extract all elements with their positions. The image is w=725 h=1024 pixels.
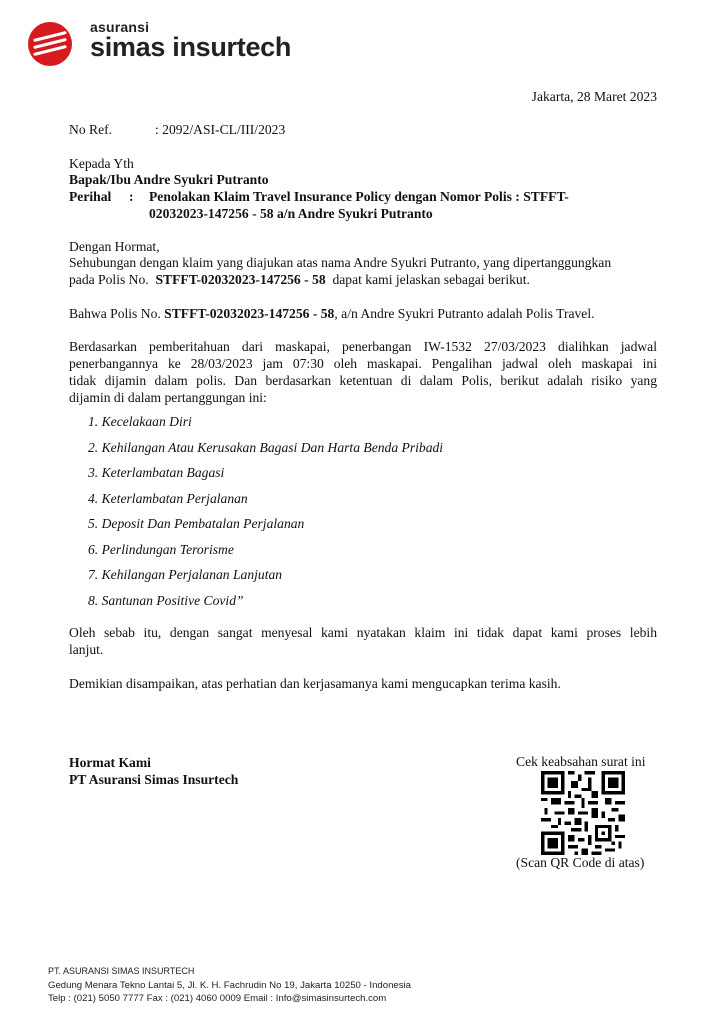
risk-item: 3. Keterlambatan Bagasi bbox=[88, 465, 225, 480]
risk-item: 5. Deposit Dan Pembatalan Perjalanan bbox=[88, 516, 305, 531]
footer-address: Gedung Menara Tekno Lantai 5, Jl. K. H. Fachrudin No 19, Jakarta 10250 - Indonesia bbox=[48, 980, 412, 991]
perihal-line-1: Penolakan Klaim Travel Insurance Policy dengan Nomor Polis : STFFT- bbox=[149, 189, 569, 204]
perihal-label: Perihal bbox=[69, 189, 112, 204]
paragraph-4-line-1: Oleh sebab itu, dengan sangat menyesal kami nyatakan klaim ini tidak dapat kami proses lebih bbox=[69, 625, 657, 640]
paragraph-3 bbox=[69, 338, 657, 406]
risk-item: 6. Perlindungan Terorisme bbox=[88, 542, 234, 557]
place-date: Jakarta, 28 Maret 2023 bbox=[531, 89, 657, 104]
risk-item: 4. Keterlambatan Perjalanan bbox=[88, 491, 248, 506]
perihal-colon: : bbox=[129, 189, 134, 204]
brand-name: simas insurtech bbox=[90, 32, 292, 62]
company-signature: PT Asuransi Simas Insurtech bbox=[69, 772, 239, 787]
risk-item: 2. Kehilangan Atau Kerusakan Bagasi Dan Harta Benda Pribadi bbox=[88, 440, 444, 455]
p1-pre: pada Polis No. bbox=[69, 272, 149, 287]
p1-post: dapat kami jelaskan sebagai berikut. bbox=[332, 272, 530, 287]
policy-number: STFFT-02032023-147256 - 58 bbox=[155, 272, 326, 287]
closing: Hormat Kami bbox=[69, 755, 151, 770]
brand-small-text: asuransi bbox=[90, 19, 150, 35]
qr-caption: (Scan QR Code di atas) bbox=[516, 855, 645, 870]
policy-number: STFFT-02032023-147256 - 58 bbox=[164, 306, 335, 321]
kepada-label: Kepada Yth bbox=[69, 156, 134, 171]
paragraph-3-line-4: dijamin di dalam pertanggungan ini: bbox=[69, 390, 267, 405]
perihal-line-2: 02032023-147256 - 58 a/n Andre Syukri Putranto bbox=[149, 206, 433, 221]
paragraph-3-line-1: Berdasarkan pemberitahuan dari maskapai, penerbangan IW-1532 27/03/2023 dialihkan jadwal bbox=[69, 339, 657, 354]
paragraph-3-line-2: penerbangannya ke 28/03/2023 jam 07:30 oleh maskapai. Pengalihan jadwal oleh maskapai ini bbox=[69, 356, 657, 371]
paragraph-1-line-1: Sehubungan dengan klaim yang diajukan atas nama Andre Syukri Putranto, yang dipertanggungkan bbox=[69, 255, 612, 270]
p2-pre: Bahwa Polis No. bbox=[69, 306, 161, 321]
verify-label: Cek keabsahan surat ini bbox=[516, 754, 646, 769]
paragraph-3-line-3: tidak dijamin dalam polis. Dan berdasarkan ketentuan di dalam Polis, berikut adalah risiko yang bbox=[69, 373, 657, 388]
paragraph-4-line-2: lanjut. bbox=[69, 642, 104, 657]
company-logo bbox=[28, 18, 328, 70]
paragraph-5: Demikian disampaikan, atas perhatian dan kerjasamanya kami mengucapkan terima kasih. bbox=[69, 676, 561, 691]
paragraph-4 bbox=[69, 624, 657, 658]
paragraph-1-line-2 bbox=[69, 271, 530, 288]
greeting: Dengan Hormat, bbox=[69, 239, 160, 254]
ref-value: : 2092/ASI-CL/III/2023 bbox=[155, 122, 286, 137]
footer-contact: Telp : (021) 5050 7777 Fax : (021) 4060 0009 Email : Info@simasinsurtech.com bbox=[48, 993, 387, 1004]
p2-post: , a/n Andre Syukri Putranto adalah Polis Travel. bbox=[334, 306, 595, 321]
ref-label: No Ref. bbox=[69, 122, 113, 137]
footer-company: PT. ASURANSI SIMAS INSURTECH bbox=[48, 966, 195, 976]
simas-logo-icon bbox=[28, 22, 72, 66]
paragraph-2 bbox=[69, 305, 595, 322]
risk-item: 8. Santunan Positive Covid” bbox=[88, 593, 244, 608]
risk-item: 7. Kehilangan Perjalanan Lanjutan bbox=[88, 567, 283, 582]
recipient-name: Bapak/Ibu Andre Syukri Putranto bbox=[69, 172, 269, 187]
risk-item: 1. Kecelakaan Diri bbox=[88, 414, 192, 429]
qr-code-icon[interactable] bbox=[541, 771, 625, 855]
